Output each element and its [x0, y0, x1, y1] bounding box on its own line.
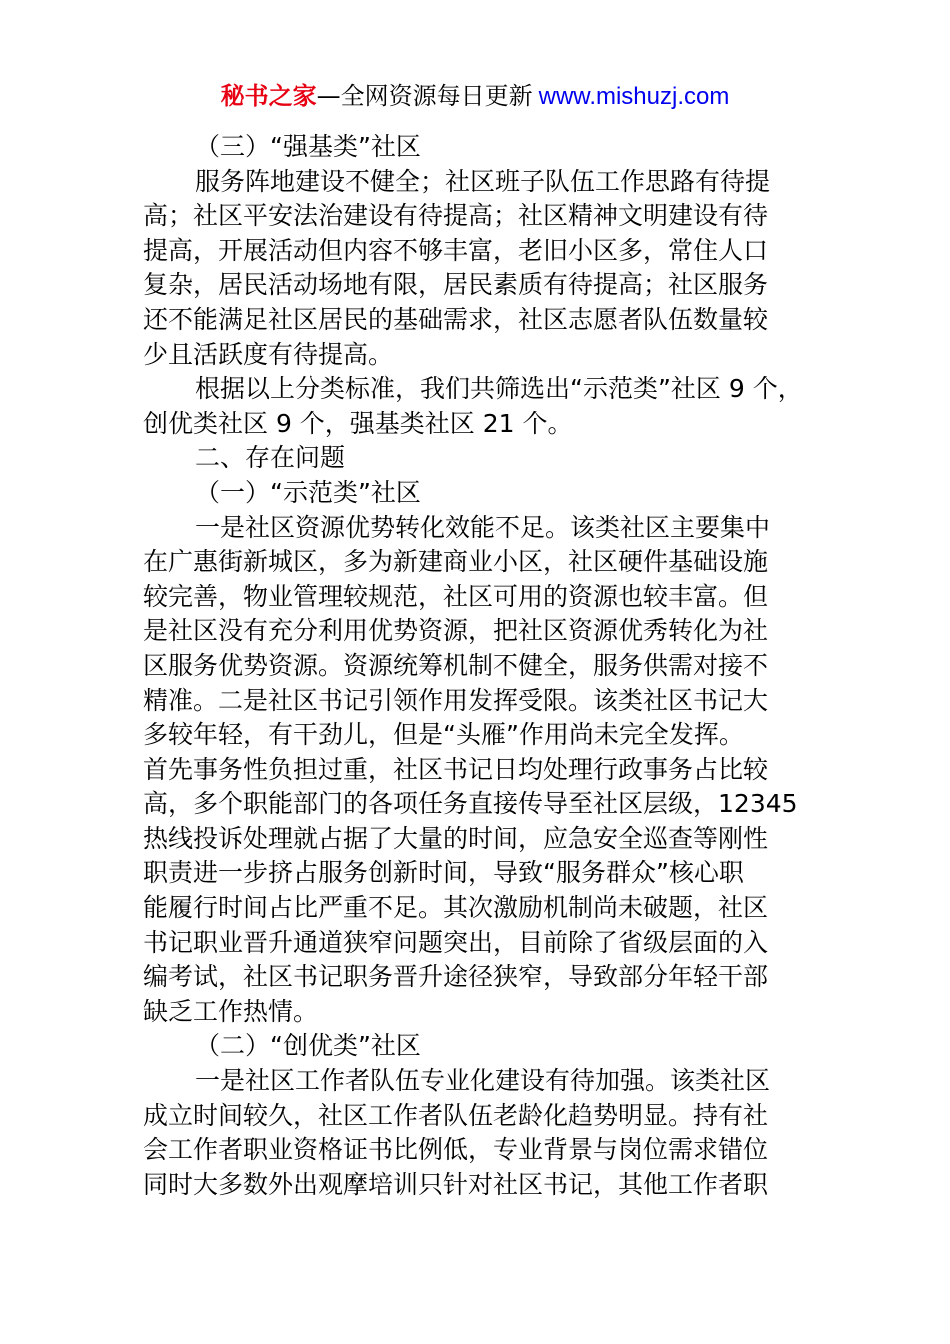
- text-line: 会工作者职业资格证书比例低，专业背景与岗位需求错位: [143, 1135, 769, 1165]
- site-url-link[interactable]: www.mishuzj.com: [538, 83, 730, 110]
- text-line: 少且活跃度有待提高。: [143, 339, 394, 369]
- text-line: 编考试，社区书记职务晋升途径狭窄，导致部分年轻干部: [143, 962, 769, 992]
- text-line: 一是社区资源优势转化效能不足。该类社区主要集中: [195, 512, 771, 542]
- text-line: 二、存在问题: [195, 443, 346, 473]
- site-header: [0, 79, 950, 114]
- text-line: 复杂，居民活动场地有限，居民素质有待提高；社区服务: [143, 270, 769, 300]
- text-line: 一是社区工作者队伍专业化建设有待加强。该类社区: [195, 1066, 771, 1096]
- header-tagline: —全网资源每日更新: [316, 82, 533, 110]
- text-line: 高，多个职能部门的各项任务直接传导至社区层级，12345: [143, 789, 798, 819]
- text-line: 精准。二是社区书记引领作用发挥受限。该类社区书记大: [143, 685, 769, 715]
- text-line: 服务阵地建设不健全；社区班子队伍工作思路有待提: [195, 166, 771, 196]
- text-line: 提高，开展活动但内容不够丰富，老旧小区多，常住人口: [143, 235, 769, 265]
- text-line: 在广惠街新城区，多为新建商业小区，社区硬件基础设施: [143, 547, 769, 577]
- text-line: 能履行时间占比严重不足。其次激励机制尚未破题，社区: [143, 893, 769, 923]
- text-line: 同时大多数外出观摩培训只针对社区书记，其他工作者职: [143, 1169, 769, 1199]
- text-line: 根据以上分类标准，我们共筛选出“示范类”社区 9 个，: [195, 374, 803, 404]
- text-line: 高；社区平安法治建设有待提高；社区精神文明建设有待: [143, 201, 769, 231]
- text-line: 较完善，物业管理较规范，社区可用的资源也较丰富。但: [143, 581, 769, 611]
- text-line: 多较年轻，有干劲儿，但是“头雁”作用尚未完全发挥。: [143, 720, 744, 750]
- document-body: [143, 130, 807, 1202]
- text-line: 职责进一步挤占服务创新时间，导致“服务群众”核心职: [143, 858, 744, 888]
- text-line: 还不能满足社区居民的基础需求，社区志愿者队伍数量较: [143, 304, 769, 334]
- text-line: 区服务优势资源。资源统筹机制不健全，服务供需对接不: [143, 650, 769, 680]
- text-line: 首先事务性负担过重，社区书记日均处理行政事务占比较: [143, 754, 769, 784]
- text-line: 是社区没有充分利用优势资源，把社区资源优秀转化为社: [143, 616, 769, 646]
- text-line: （三）“强基类”社区: [195, 132, 421, 161]
- text-line: 缺乏工作热情。: [143, 996, 319, 1026]
- text-line: 书记职业晋升通道狭窄问题突出，目前除了省级层面的入: [143, 927, 769, 957]
- text-line: 热线投诉处理就占据了大量的时间，应急安全巡查等刚性: [143, 823, 769, 853]
- text-line: （二）“创优类”社区: [195, 1031, 421, 1061]
- text-line: 创优类社区 9 个，强基类社区 21 个。: [143, 408, 573, 438]
- text-line: （一）“示范类”社区: [195, 477, 421, 507]
- text-line: 成立时间较久，社区工作者队伍老龄化趋势明显。持有社: [143, 1100, 769, 1130]
- brand-name: 秘书之家: [220, 82, 317, 110]
